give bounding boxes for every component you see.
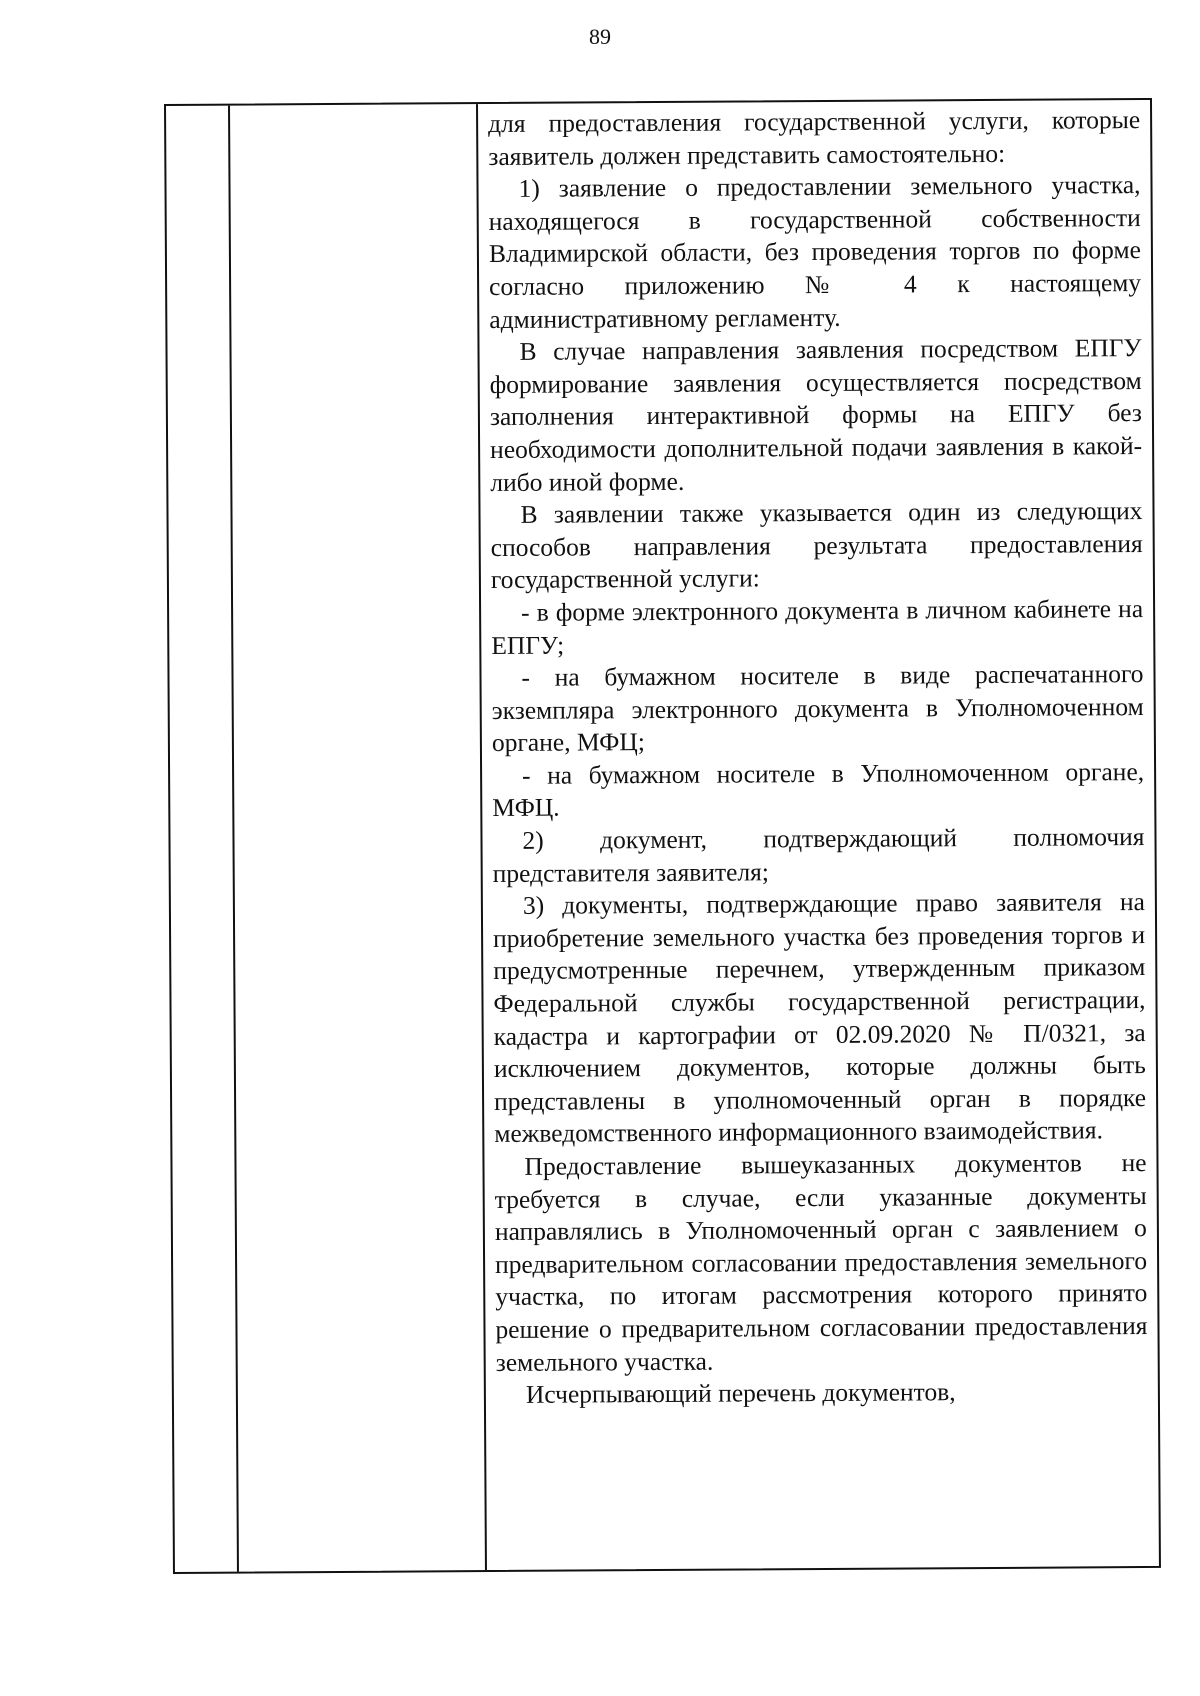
- paragraph: 2) документ, подтверждающий полномочия представителя заявителя;: [492, 822, 1145, 888]
- list-item: - на бумажном носителе в Уполномоченном органе, МФЦ.: [492, 756, 1145, 823]
- text-cell: [488, 104, 1148, 1412]
- page-number: 89: [589, 24, 611, 49]
- paragraph: для предоставления государственной услуги, которые заявитель должен представить самостоятельно:: [488, 105, 1141, 171]
- paragraph: В заявлении также указывается один из следующих способов направления результата предоставления государственной услуги:: [490, 496, 1143, 595]
- list-item: - в форме электронного документа в личном кабинете на ЕПГУ;: [491, 593, 1144, 660]
- paragraph: Исчерпывающий перечень документов,: [525, 1377, 956, 1409]
- list-item: - на бумажном носителе в виде распечатанного экземпляра электронного документа в Уполномоченном органе, МФЦ;: [491, 659, 1144, 758]
- column-divider: [476, 104, 487, 1570]
- paragraph: 1) заявление о предоставлении земельного участка, находящегося в государственной собственности Владимирской области, без проведения торгов по форме согласно приложению № 4 к настоящему административному регламенту.: [488, 170, 1142, 334]
- paragraph: Предоставление вышеуказанных документов не требуется в случае, если указанные документы направлялись в Уполномоченный орган с заявлением о предварительном согласовании предоставления земельного участка, по итогам рассмотрения которого принято решение о предварительном согласовании предоставления земельного участка.: [494, 1148, 1148, 1377]
- column-divider: [228, 106, 239, 1572]
- paragraph: 3) документы, подтверждающие право заявителя на приобретение земельного участка без проведения торгов и предусмотренные перечнем, утвержденным приказом Федеральной службы государственной регистрации, кадастра и картографии от 02.09.2020 № П/0321, за исключением документов, которые должны быть представлены в уполномоченный орган в порядке межведомственного информационного взаимодействия.: [493, 887, 1147, 1149]
- paragraph: В случае направления заявления посредством ЕПГУ формирование заявления осуществляется посредством заполнения интерактивной формы на ЕПГУ без необходимости дополнительной подачи заявления в какой-либо иной форме.: [489, 333, 1143, 497]
- table: [164, 98, 1161, 1574]
